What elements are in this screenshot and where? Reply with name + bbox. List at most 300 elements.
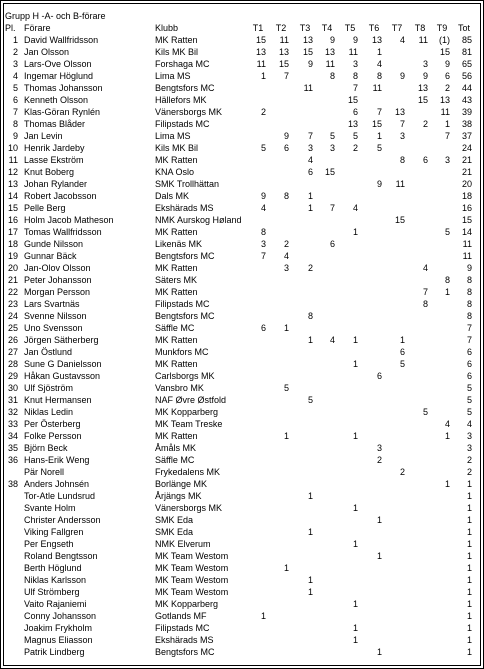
- cell-t2: 1: [283, 563, 289, 573]
- table-row: [0, 142, 484, 154]
- cell-driver: Svenne Nilsson: [24, 311, 87, 321]
- table-row: [0, 298, 484, 310]
- cell-total: 7: [466, 323, 472, 333]
- cell-t6: 7: [376, 107, 382, 117]
- cell-t7: 11: [395, 179, 405, 189]
- cell-total: 38: [461, 119, 472, 129]
- cell-club: Lima MS: [155, 131, 191, 141]
- cell-t6: 5: [376, 143, 382, 153]
- cell-club: Carlsborgs MK: [155, 371, 215, 381]
- cell-t3: 7: [307, 131, 313, 141]
- table-row: [0, 406, 484, 418]
- cell-placement: 9: [12, 131, 18, 141]
- header-t4: T4: [321, 23, 333, 33]
- cell-club: MK Team Westom: [155, 587, 229, 597]
- table-row: [0, 358, 484, 370]
- cell-club: Bengtsfors MC: [155, 311, 215, 321]
- cell-total: 1: [466, 611, 472, 621]
- cell-club: Åmåls MK: [155, 443, 197, 453]
- header-t8: T8: [414, 23, 426, 33]
- cell-placement: 1: [12, 35, 18, 45]
- cell-placement: 10: [7, 143, 18, 153]
- cell-total: 1: [466, 491, 472, 501]
- cell-placement: 38: [7, 479, 18, 489]
- cell-t5: 15: [347, 95, 358, 105]
- cell-placement: 13: [7, 179, 18, 189]
- cell-club: SMK Trollhättan: [155, 179, 220, 189]
- cell-t7: 2: [399, 467, 405, 477]
- cell-club: MK Ratten: [155, 227, 198, 237]
- cell-t7: 15: [394, 215, 405, 225]
- cell-driver: Jan-Olov Olsson: [24, 263, 91, 273]
- table-row: [0, 586, 484, 598]
- header-club: Klubb: [155, 23, 179, 33]
- cell-total: 1: [466, 599, 472, 609]
- cell-placement: 19: [7, 251, 18, 261]
- cell-driver: Robert Jacobsson: [24, 191, 97, 201]
- cell-club: SMK Eda: [155, 527, 194, 537]
- cell-total: 7: [466, 335, 472, 345]
- cell-t9: 3: [444, 155, 450, 165]
- cell-placement: 32: [7, 407, 18, 417]
- table-row: [0, 622, 484, 634]
- cell-total: 1: [466, 515, 472, 525]
- table-row: [0, 610, 484, 622]
- cell-placement: 33: [7, 419, 18, 429]
- cell-club: Vänersborgs MK: [155, 107, 223, 117]
- cell-club: SMK Eda: [155, 515, 194, 525]
- cell-driver: Klas-Göran Rynlén: [24, 107, 101, 117]
- table-row: [0, 238, 484, 250]
- cell-club: Hällefors MK: [155, 95, 207, 105]
- cell-t6: 1: [376, 551, 382, 561]
- cell-driver: Tor-Atle Lundsrud: [24, 491, 96, 501]
- cell-total: 1: [466, 503, 472, 513]
- cell-t2: 9: [283, 131, 289, 141]
- cell-t9: 8: [444, 275, 450, 285]
- table-row: [0, 70, 484, 82]
- cell-t9: (1): [439, 35, 450, 45]
- cell-t2: 11: [279, 35, 289, 45]
- cell-club: MK Ratten: [155, 335, 198, 345]
- cell-t8: 9: [422, 71, 428, 81]
- table-row: [0, 310, 484, 322]
- cell-driver: Joakim Frykholm: [24, 623, 93, 633]
- cell-t5: 4: [352, 203, 358, 213]
- cell-t9: 5: [444, 227, 450, 237]
- table-row: [0, 538, 484, 550]
- cell-t9: 2: [444, 83, 450, 93]
- table-row: [0, 514, 484, 526]
- cell-driver: Gunde Nilsson: [24, 239, 84, 249]
- cell-driver: Svante Holm: [24, 503, 76, 513]
- cell-placement: 3: [12, 59, 18, 69]
- cell-t6: 3: [376, 443, 382, 453]
- table-row: [0, 250, 484, 262]
- cell-total: 5: [466, 407, 472, 417]
- cell-t9: 11: [440, 107, 450, 117]
- cell-t2: 5: [283, 383, 289, 393]
- cell-t3: 1: [307, 203, 313, 213]
- cell-t6: 9: [376, 179, 382, 189]
- cell-total: 39: [461, 107, 472, 117]
- cell-placement: 8: [12, 119, 18, 129]
- cell-total: 8: [466, 275, 472, 285]
- cell-placement: 35: [7, 443, 18, 453]
- cell-club: Säffle MC: [155, 455, 195, 465]
- table-row: [0, 550, 484, 562]
- cell-total: 11: [462, 239, 472, 249]
- cell-t5: 1: [352, 599, 358, 609]
- cell-t6: 13: [371, 35, 382, 45]
- cell-driver: Uno Svensson: [24, 323, 83, 333]
- cell-t7: 4: [399, 35, 405, 45]
- cell-t9: 1: [444, 479, 450, 489]
- cell-t6: 6: [376, 371, 382, 381]
- cell-t7: 5: [399, 359, 405, 369]
- cell-placement: 25: [7, 323, 18, 333]
- cell-t4: 4: [329, 335, 335, 345]
- cell-club: Munkfors MC: [155, 347, 209, 357]
- cell-driver: Morgan Persson: [24, 287, 91, 297]
- cell-total: 65: [461, 59, 472, 69]
- cell-driver: Ulf Strömberg: [24, 587, 80, 597]
- cell-placement: 2: [12, 47, 18, 57]
- cell-t7: 7: [399, 119, 405, 129]
- cell-driver: Anders Johnsén: [24, 479, 90, 489]
- cell-total: 44: [461, 83, 472, 93]
- cell-club: Frykedalens MK: [155, 467, 221, 477]
- cell-t9: 13: [439, 95, 450, 105]
- cell-total: 3: [466, 443, 472, 453]
- cell-t6: 2: [376, 455, 382, 465]
- cell-driver: Niklas Karlsson: [24, 575, 87, 585]
- cell-total: 8: [466, 311, 472, 321]
- cell-driver: Jan Olsson: [24, 47, 70, 57]
- table-row: [0, 286, 484, 298]
- cell-t8: 3: [422, 59, 428, 69]
- header-t6: T6: [368, 23, 380, 33]
- cell-t5: 2: [352, 143, 358, 153]
- cell-t5: 1: [352, 623, 358, 633]
- cell-total: 43: [461, 95, 472, 105]
- cell-total: 1: [466, 563, 472, 573]
- table-row: [0, 634, 484, 646]
- cell-driver: Christer Andersson: [24, 515, 101, 525]
- cell-placement: 31: [7, 395, 18, 405]
- cell-driver: Knut Boberg: [24, 167, 75, 177]
- cell-driver: Peter Johansson: [24, 275, 92, 285]
- cell-club: MK Ratten: [155, 287, 198, 297]
- cell-total: 6: [466, 371, 472, 381]
- header-pl: Pl.: [5, 23, 16, 33]
- cell-total: 9: [466, 263, 472, 273]
- table-row: [0, 94, 484, 106]
- cell-t3: 11: [303, 83, 313, 93]
- cell-total: 2: [466, 467, 472, 477]
- header-t2: T2: [275, 23, 287, 33]
- cell-t5: 1: [352, 635, 358, 645]
- cell-t1: 7: [260, 251, 266, 261]
- header-tot: Tot: [457, 23, 470, 33]
- cell-t6: 1: [376, 47, 382, 57]
- cell-t8: 6: [422, 155, 428, 165]
- cell-t9: 1: [444, 287, 450, 297]
- cell-club: MK Ratten: [155, 35, 198, 45]
- cell-driver: Sune G Danielsson: [24, 359, 102, 369]
- cell-placement: 18: [7, 239, 18, 249]
- cell-driver: Johan Rylander: [24, 179, 88, 189]
- cell-t2: 6: [283, 143, 289, 153]
- table-row: [0, 58, 484, 70]
- cell-placement: 16: [7, 215, 18, 225]
- cell-t2: 7: [283, 71, 289, 81]
- cell-driver: Tomas Wallfridsson: [24, 227, 102, 237]
- cell-t7: 3: [399, 131, 405, 141]
- cell-placement: 27: [7, 347, 18, 357]
- cell-t4: 11: [325, 59, 335, 69]
- cell-total: 1: [466, 575, 472, 585]
- cell-t1: 13: [255, 47, 266, 57]
- cell-t3: 3: [307, 143, 313, 153]
- cell-t5: 1: [352, 335, 358, 345]
- cell-t2: 8: [283, 191, 289, 201]
- cell-t3: 6: [307, 167, 313, 177]
- cell-t4: 13: [324, 47, 335, 57]
- cell-placement: 6: [12, 95, 18, 105]
- header-t3: T3: [299, 23, 311, 33]
- cell-placement: 14: [7, 191, 18, 201]
- cell-t1: 1: [260, 71, 266, 81]
- cell-club: Gotlands MF: [155, 611, 207, 621]
- cell-club: Filipstads MC: [155, 299, 210, 309]
- cell-club: MK Kopparberg: [155, 407, 219, 417]
- table-row: [0, 430, 484, 442]
- cell-total: 8: [466, 287, 472, 297]
- table-row: [0, 274, 484, 286]
- cell-t2: 1: [283, 323, 289, 333]
- cell-driver: Lasse Ekström: [24, 155, 84, 165]
- cell-placement: 29: [7, 371, 18, 381]
- cell-t2: 2: [283, 239, 289, 249]
- table-row: [0, 526, 484, 538]
- cell-total: 37: [461, 131, 472, 141]
- cell-t5: 8: [352, 71, 358, 81]
- cell-t5: 7: [352, 83, 358, 93]
- cell-driver: Björn Beck: [24, 443, 68, 453]
- cell-club: Kils MK Bil: [155, 143, 199, 153]
- cell-t7: 13: [394, 107, 405, 117]
- cell-driver: Pelle Berg: [24, 203, 66, 213]
- cell-driver: Magnus Eliasson: [24, 635, 93, 645]
- cell-t1: 5: [260, 143, 266, 153]
- table-row: [0, 46, 484, 58]
- cell-t1: 6: [260, 323, 266, 333]
- cell-total: 21: [461, 155, 472, 165]
- table-row: [0, 598, 484, 610]
- cell-t3: 1: [307, 527, 313, 537]
- cell-t8: 13: [417, 83, 428, 93]
- table-row: [0, 262, 484, 274]
- cell-total: 15: [461, 215, 472, 225]
- cell-club: MK Team Westom: [155, 551, 229, 561]
- cell-club: Ekshärads MS: [155, 203, 214, 213]
- table-row: [0, 322, 484, 334]
- cell-club: Ekshärads MS: [155, 635, 214, 645]
- cell-club: Bengtsfors MC: [155, 83, 215, 93]
- table-row: [0, 154, 484, 166]
- table-row: [0, 106, 484, 118]
- table-row: [0, 646, 484, 658]
- header-t9: T9: [436, 23, 448, 33]
- table-header: [0, 22, 484, 34]
- cell-total: 81: [461, 47, 472, 57]
- table-row: [0, 478, 484, 490]
- cell-t6: 11: [372, 83, 382, 93]
- cell-club: MK Team Westom: [155, 575, 229, 585]
- cell-club: NMK Aurskog Høland: [155, 215, 242, 225]
- cell-t7: 6: [399, 347, 405, 357]
- cell-driver: Lars Svartnäs: [24, 299, 80, 309]
- cell-driver: Niklas Ledin: [24, 407, 74, 417]
- cell-driver: Patrik Lindberg: [24, 647, 85, 657]
- cell-t8: 7: [422, 287, 428, 297]
- cell-t1: 11: [256, 59, 266, 69]
- cell-t9: 9: [444, 59, 450, 69]
- cell-t4: 15: [324, 167, 335, 177]
- cell-t9: 15: [439, 47, 450, 57]
- cell-t5: 1: [352, 503, 358, 513]
- table-row: [0, 178, 484, 190]
- cell-driver: Roland Bengtsson: [24, 551, 98, 561]
- cell-t1: 9: [260, 191, 266, 201]
- cell-placement: 4: [12, 71, 18, 81]
- table-row: [0, 34, 484, 46]
- cell-total: 8: [466, 299, 472, 309]
- cell-driver: Viking Fallgren: [24, 527, 84, 537]
- table-row: [0, 382, 484, 394]
- results-table: [0, 22, 484, 658]
- cell-t3: 15: [302, 47, 313, 57]
- cell-driver: Conny Johansson: [24, 611, 97, 621]
- cell-t3: 1: [307, 191, 313, 201]
- table-row: [0, 334, 484, 346]
- cell-t2: 15: [278, 59, 289, 69]
- cell-t1: 2: [260, 107, 266, 117]
- cell-total: 56: [461, 71, 472, 81]
- cell-driver: Per Österberg: [24, 419, 81, 429]
- cell-placement: 28: [7, 359, 18, 369]
- cell-t6: 1: [376, 515, 382, 525]
- cell-placement: 15: [7, 203, 18, 213]
- cell-t4: 9: [329, 35, 335, 45]
- table-row: [0, 394, 484, 406]
- cell-t4: 5: [329, 131, 335, 141]
- cell-t3: 4: [307, 155, 313, 165]
- cell-total: 1: [466, 647, 472, 657]
- table-row: [0, 166, 484, 178]
- cell-total: 4: [466, 419, 472, 429]
- cell-placement: 12: [7, 167, 18, 177]
- cell-t1: 15: [255, 35, 266, 45]
- cell-placement: 23: [7, 299, 18, 309]
- cell-t2: 4: [283, 251, 289, 261]
- cell-club: MK Ratten: [155, 155, 198, 165]
- cell-t5: 11: [348, 47, 358, 57]
- cell-t6: 1: [376, 647, 382, 657]
- cell-t5: 9: [352, 35, 358, 45]
- cell-club: Bengtsfors MC: [155, 647, 215, 657]
- cell-club: Vansbro MK: [155, 383, 204, 393]
- cell-total: 20: [461, 179, 472, 189]
- cell-t8: 4: [422, 263, 428, 273]
- cell-club: Borlänge MK: [155, 479, 208, 489]
- header-t1: T1: [252, 23, 264, 33]
- cell-driver: Thomas Blåder: [24, 119, 86, 129]
- cell-club: Dals MK: [155, 191, 190, 201]
- cell-total: 11: [462, 251, 472, 261]
- cell-total: 2: [466, 455, 472, 465]
- table-row: [0, 466, 484, 478]
- cell-driver: Folke Persson: [24, 431, 82, 441]
- cell-driver: Knut Hermansen: [24, 395, 92, 405]
- cell-total: 6: [466, 359, 472, 369]
- cell-total: 21: [461, 167, 472, 177]
- cell-t2: 1: [283, 431, 289, 441]
- cell-t7: 9: [399, 71, 405, 81]
- cell-placement: 30: [7, 383, 18, 393]
- cell-total: 3: [466, 431, 472, 441]
- cell-t9: 7: [444, 131, 450, 141]
- cell-t1: 8: [260, 227, 266, 237]
- cell-club: NAF Øvre Østfold: [155, 395, 227, 405]
- table-row: [0, 574, 484, 586]
- cell-club: MK Team Westom: [155, 563, 229, 573]
- cell-placement: 34: [7, 431, 18, 441]
- cell-t7: 1: [399, 335, 405, 345]
- cell-driver: Håkan Gustavsson: [24, 371, 101, 381]
- cell-t7: 8: [399, 155, 405, 165]
- table-row: [0, 214, 484, 226]
- cell-t3: 1: [307, 587, 313, 597]
- table-row: [0, 346, 484, 358]
- cell-driver: Vaito Rajaniemi: [24, 599, 87, 609]
- cell-placement: 17: [7, 227, 18, 237]
- cell-t4: 8: [329, 71, 335, 81]
- cell-t6: 1: [376, 131, 382, 141]
- cell-t3: 8: [307, 311, 313, 321]
- cell-total: 1: [466, 539, 472, 549]
- table-row: [0, 190, 484, 202]
- table-row: [0, 442, 484, 454]
- cell-total: 24: [461, 143, 472, 153]
- cell-t1: 4: [260, 203, 266, 213]
- cell-t9: 1: [444, 431, 450, 441]
- cell-t1: 1: [260, 611, 266, 621]
- table-row: [0, 130, 484, 142]
- cell-placement: 26: [7, 335, 18, 345]
- cell-placement: 7: [12, 107, 18, 117]
- cell-club: Vänersborgs MK: [155, 503, 223, 513]
- cell-t3: 1: [307, 335, 313, 345]
- cell-t5: 1: [352, 227, 358, 237]
- cell-t6: 15: [371, 119, 382, 129]
- cell-driver: Berth Höglund: [24, 563, 82, 573]
- cell-driver: David Wallfridsson: [24, 35, 99, 45]
- cell-club: KNA Oslo: [155, 167, 195, 177]
- cell-placement: 24: [7, 311, 18, 321]
- cell-t5: 13: [347, 119, 358, 129]
